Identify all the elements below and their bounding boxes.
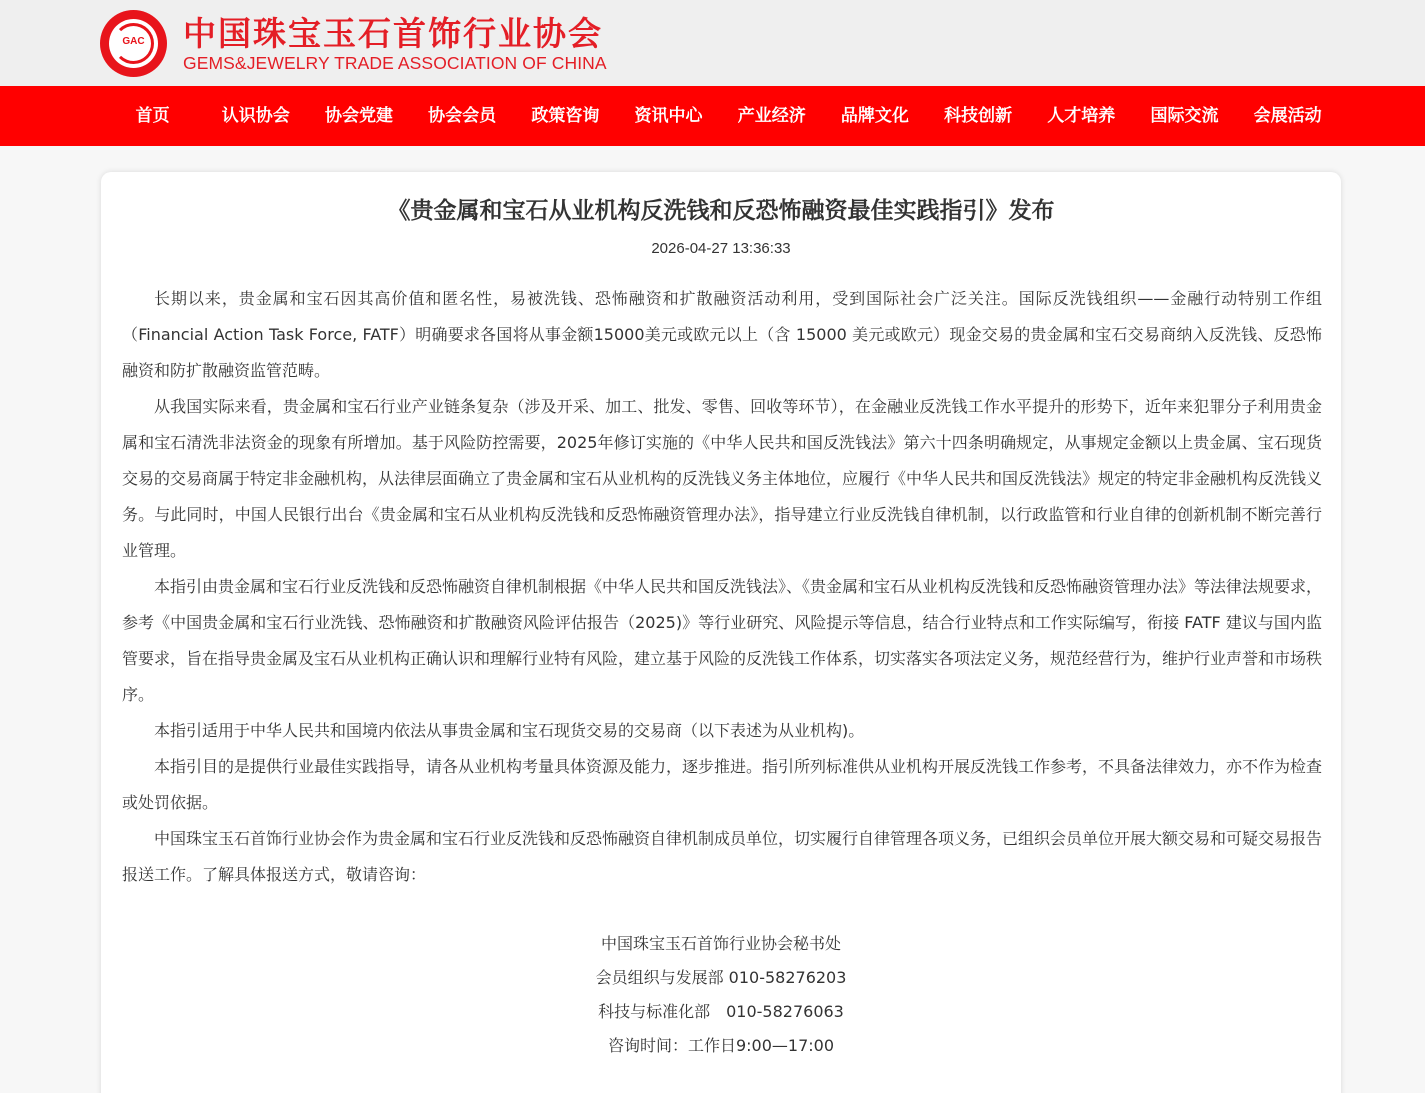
article-paragraph: 中国珠宝玉石首饰行业协会作为贵金属和宝石行业反洗钱和反恐怖融资自律机制成员单位，切实履行自律管理各项义务，已组织会员单位开展大额交易和可疑交易报告报送工作。了解具体报送方式，敬请咨询： xyxy=(122,829,1323,884)
article-paragraph: 本指引由贵金属和宝石行业反洗钱和反恐怖融资自律机制根据《中华人民共和国反洗钱法》、《贵金属和宝石从业机构反洗钱和反恐怖融资管理办法》等法律法规要求，参考《中国贵金属和宝石行业洗钱、恐怖融资和扩散融资风险评估报告（2025)》等行业研究、风险提示等信息，结合行业特点和工作实际编写，衔接 FATF 建议与国内监管要求，旨在指导贵金属及宝石从业机构正确认识和理解行业特有风险，建立基于风险的反洗钱工作体系，切实落实各项法定义务，规范经营行为，维护行业声誉和市场秩序。 xyxy=(122,577,1323,704)
nav-item-home[interactable]: 首页 xyxy=(135,106,170,126)
main-nav xyxy=(0,86,1425,146)
gac-emblem-icon xyxy=(100,10,167,77)
nav-item-party[interactable]: 协会党建 xyxy=(324,106,393,126)
article-paragraph: 本指引适用于中华人民共和国境内依法从事贵金属和宝石现货交易的交易商（以下表述为从业机构)。 xyxy=(154,721,865,740)
contact-block xyxy=(101,927,1341,1063)
nav-item-tech[interactable]: 科技创新 xyxy=(944,106,1013,126)
article-paragraph: 长期以来，贵金属和宝石因其高价值和匿名性，易被洗钱、恐怖融资和扩散融资活动利用，受到国际社会广泛关注。国际反洗钱组织——金融行动特别工作组（Financial Action Task Force, FATF）明确要求各国将从事金额15000美元或欧元以上（含 15000 美元或欧元）现金交易的贵金属和宝石交易商纳入反洗钱、反恐怖融资和防扩散融资监管范畴。 xyxy=(122,289,1322,380)
nav-list xyxy=(101,86,1339,146)
nav-item-about[interactable]: 认识协会 xyxy=(221,106,290,126)
nav-item-brand[interactable]: 品牌文化 xyxy=(840,106,909,126)
contact-dept-membership: 会员组织与发展部 010-58276203 xyxy=(595,968,847,987)
article-card xyxy=(101,172,1341,1093)
contact-dept-tech: 科技与标准化部 010-58276063 xyxy=(598,1002,844,1021)
site-header xyxy=(0,0,1425,86)
nav-item-policy[interactable]: 政策咨询 xyxy=(531,106,600,126)
nav-item-members[interactable]: 协会会员 xyxy=(428,106,497,126)
nav-item-economy[interactable]: 产业经济 xyxy=(737,106,806,126)
emblem-text: GAC xyxy=(122,36,145,47)
org-name-en: GEMS&JEWELRY TRADE ASSOCIATION OF CHINA xyxy=(183,52,607,73)
site-logo[interactable] xyxy=(100,10,607,77)
contact-office: 中国珠宝玉石首饰行业协会秘书处 xyxy=(600,934,841,953)
article-date: 2026-04-27 13:36:33 xyxy=(651,240,791,257)
article-body xyxy=(122,281,1322,893)
org-name-cn: 中国珠宝玉石首饰行业协会 xyxy=(183,13,603,53)
logo-text xyxy=(183,15,607,73)
nav-item-talent[interactable]: 人才培养 xyxy=(1047,106,1116,126)
nav-item-exhibitions[interactable]: 会展活动 xyxy=(1253,106,1322,126)
article-paragraph: 本指引目的是提供行业最佳实践指导，请各从业机构考量具体资源及能力，逐步推进。指引所列标准供从业机构开展反洗钱工作参考，不具备法律效力，亦不作为检查或处罚依据。 xyxy=(122,757,1323,812)
nav-item-news[interactable]: 资讯中心 xyxy=(634,106,703,126)
article-title: 《贵金属和宝石从业机构反洗钱和反恐怖融资最佳实践指引》发布 xyxy=(387,198,1055,224)
contact-hours: 咨询时间：工作日9:00—17:00 xyxy=(607,1036,835,1055)
article-paragraph: 从我国实际来看，贵金属和宝石行业产业链条复杂（涉及开采、加工、批发、零售、回收等环节），在金融业反洗钱工作水平提升的形势下，近年来犯罪分子利用贵金属和宝石清洗非法资金的现象有所增加。基于风险防控需要，2025年修订实施的《中华人民共和国反洗钱法》第六十四条明确规定，从事规定金额以上贵金属、宝石现货交易的交易商属于特定非金融机构，从法律层面确立了贵金属和宝石从业机构的反洗钱义务主体地位，应履行《中华人民共和国反洗钱法》规定的特定非金融机构反洗钱义务。与此同时，中国人民银行出台《贵金属和宝石从业机构反洗钱和反恐怖融资管理办法》，指导建立行业反洗钱自律机制，以行政监管和行业自律的创新机制不断完善行业管理。 xyxy=(122,397,1323,560)
nav-item-international[interactable]: 国际交流 xyxy=(1150,106,1219,126)
